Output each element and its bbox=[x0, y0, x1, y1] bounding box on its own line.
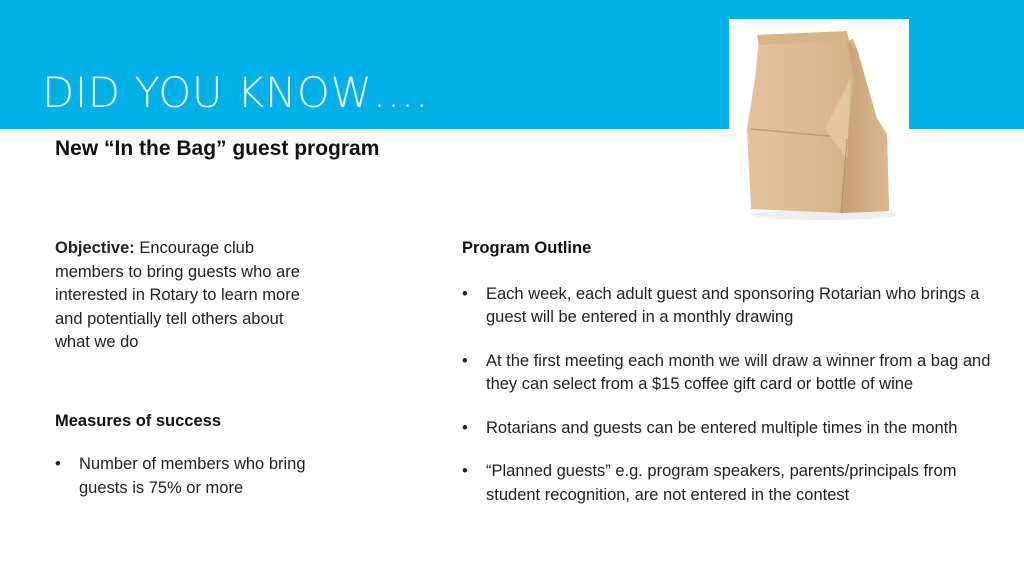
list-item bbox=[462, 417, 1002, 441]
objective-paragraph bbox=[55, 237, 315, 355]
objective-section bbox=[55, 237, 315, 500]
paper-bag-icon bbox=[729, 19, 909, 221]
measures-list bbox=[55, 453, 315, 500]
program-outline-section bbox=[462, 237, 1002, 527]
paper-bag-photo bbox=[729, 19, 909, 221]
list-item-text: “Planned guests” e.g. program speakers, parents/principals from student recognition, are not entered in the contest bbox=[486, 462, 957, 504]
list-item-text: Rotarians and guests can be entered multiple times in the month bbox=[486, 418, 958, 437]
program-outline-heading: Program Outline bbox=[462, 239, 592, 257]
list-item bbox=[462, 460, 1002, 507]
bullet-icon: • bbox=[462, 462, 468, 480]
program-outline-list bbox=[462, 283, 1002, 508]
slide-subtitle: New “In the Bag” guest program bbox=[55, 137, 380, 160]
list-item bbox=[462, 283, 1002, 330]
measures-heading: Measures of success bbox=[55, 411, 222, 430]
bullet-icon: • bbox=[462, 418, 468, 437]
objective-label: Objective: bbox=[55, 239, 135, 257]
bullet-icon: • bbox=[55, 455, 61, 473]
list-item-text: At the first meeting each month we will draw a winner from a bag and they can select from a $15 coffee gift card or bottle of wine bbox=[486, 351, 991, 393]
list-item bbox=[55, 453, 315, 500]
list-item bbox=[462, 350, 1002, 397]
slide-title: DID YOU KNOW…. bbox=[42, 68, 429, 117]
objective-text: Encourage club members to bring guests who are interested in Rotary to learn more and potentially tell others about what we do bbox=[55, 239, 300, 351]
list-item-text: Each week, each adult guest and sponsoring Rotarian who brings a guest will be entered in a monthly drawing bbox=[486, 284, 980, 326]
list-item-text: Number of members who bring guests is 75% or more bbox=[79, 455, 306, 497]
bullet-icon: • bbox=[462, 284, 468, 303]
bullet-icon: • bbox=[462, 351, 468, 370]
